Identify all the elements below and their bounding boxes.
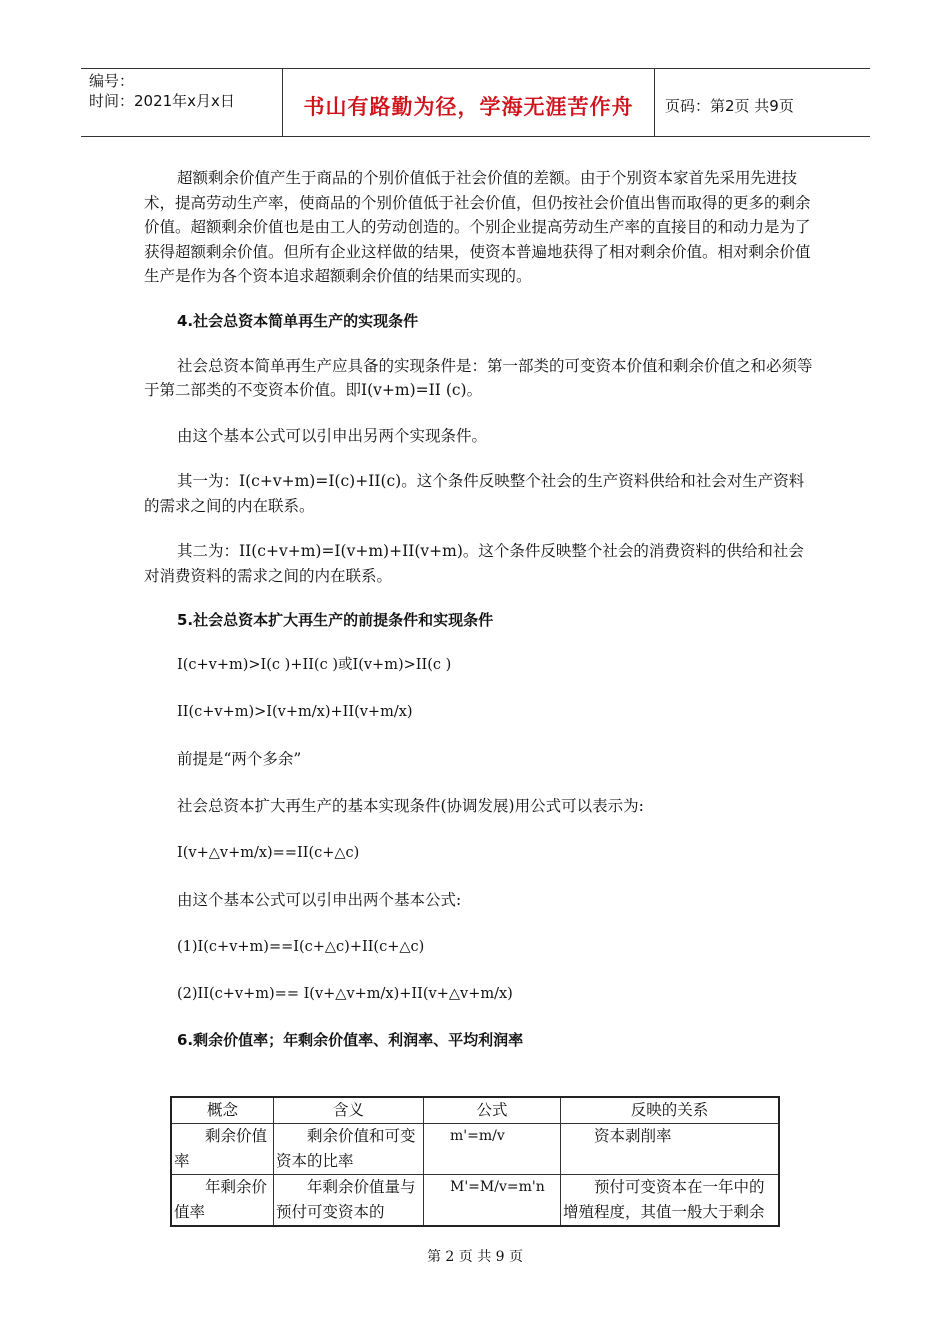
table-header-cell: 概念 [171, 1097, 274, 1124]
document-body [144, 166, 814, 1073]
paragraph: 社会总资本简单再生产应具备的实现条件是：第一部类的可变资本价值和剩余价值之和必须等于第二部类的不变资本价值。即Ⅰ(v+m)=ⅠⅠ (c)。 [144, 356, 813, 399]
table-cell: m'=m/v [424, 1124, 561, 1175]
table-cell: 资本剥削率 [561, 1124, 780, 1175]
table-header-cell: 公式 [424, 1097, 561, 1124]
formula: (2)ⅠⅠ(c+v+m)== Ⅰ(v+△v+m/x)+ⅠⅠ(v+△v+m/x) [177, 986, 513, 1002]
section-heading: 6.剩余价值率；年剩余价值率、利润率、平均利润率 [177, 1031, 524, 1049]
table-cell: 预付可变资本在一年中的增殖程度，其值一般大于剩余 [561, 1175, 780, 1227]
paragraph: 由这个基本公式可以引申出另两个实现条件。 [177, 426, 488, 445]
table-header-cell: 反映的关系 [561, 1097, 780, 1124]
table-row [171, 1124, 779, 1175]
paragraph: 超额剩余价值产生于商品的个别价值低于社会价值的差额。由于个别资本家首先采用先进技术，提高劳动生产率，使商品的个别价值低于社会价值，但仍按社会价值出售而取得的更多的剩余价值。超额剩余价值也是由工人的劳动创造的。个别企业提高劳动生产率的直接目的和动力是为了获得超额剩余价值。但所有企业这样做的结果，使资本普遍地获得了相对剩余价值。相对剩余价值生产是作为各个资本追求超额剩余价值的结果而实现的。 [144, 169, 811, 285]
table-header-row [171, 1097, 779, 1124]
header-motto: 书山有路勤为径，学海无涯苦作舟 [283, 69, 655, 136]
header-page-label: 页码：第2页 共9页 [665, 97, 794, 115]
formula: Ⅰ(v+△v+m/x)==ⅠⅠ(c+△c) [177, 845, 360, 861]
rates-table [170, 1096, 780, 1227]
number-label: 编号： [89, 72, 135, 90]
paragraph: 其二为：ⅠⅠ(c+v+m)=Ⅰ(v+m)+ⅠⅠ(v+m)。这个条件反映整个社会的消费资料的供给和社会对消费资料的需求之间的内在联系。 [144, 542, 804, 585]
paragraph: 前提是“两个多余” [177, 750, 302, 768]
table-header-cell: 含义 [274, 1097, 424, 1124]
section-heading: 5.社会总资本扩大再生产的前提条件和实现条件 [177, 611, 494, 629]
section-heading: 4.社会总资本简单再生产的实现条件 [177, 311, 419, 330]
page-footer: 第 2 页 共 9 页 [426, 1249, 524, 1265]
table-cell: 剩余价值率 [171, 1124, 274, 1175]
time-label: 时间：2021年x月x日 [89, 92, 235, 110]
formula: (1)Ⅰ(c+v+m)==Ⅰ(c+△c)+ⅠⅠ(c+△c) [177, 939, 425, 955]
table-cell: 年剩余价值率 [171, 1175, 274, 1227]
page-header [81, 68, 870, 137]
formula: Ⅰ(c+v+m)>Ⅰ(c )+ⅠⅠ(c )或Ⅰ(v+m)>ⅠⅠ(c ) [177, 657, 452, 673]
header-meta [81, 69, 283, 136]
paragraph: 其一为：Ⅰ(c+v+m)=Ⅰ(c)+ⅠⅠ(c)。这个条件反映整个社会的生产资料供给和社会对生产资料的需求之间的内在联系。 [144, 472, 805, 515]
paragraph: 由这个基本公式可以引申出两个基本公式: [177, 891, 462, 909]
formula: ⅠⅠ(c+v+m)>Ⅰ(v+m/x)+ⅠⅠ(v+m/x) [177, 704, 413, 720]
table-cell: M'=M/v=m'n [424, 1175, 561, 1227]
paragraph: 社会总资本扩大再生产的基本实现条件(协调发展)用公式可以表示为: [177, 797, 644, 815]
table-cell: 剩余价值和可变资本的比率 [274, 1124, 424, 1175]
table-cell: 年剩余价值量与预付可变资本的 [274, 1175, 424, 1227]
table-row [171, 1175, 779, 1227]
